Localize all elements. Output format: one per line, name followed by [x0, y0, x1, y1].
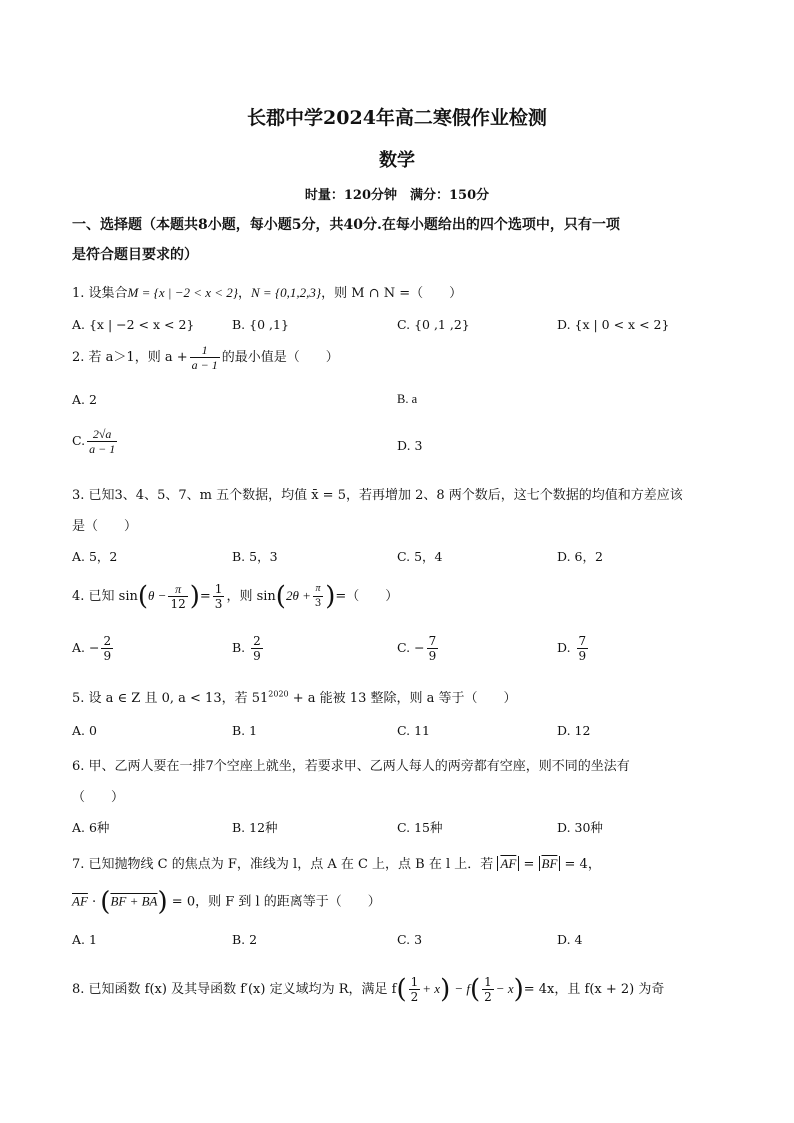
q5-option-c[interactable]: C. 11 [397, 723, 430, 738]
set-N: N = {0,1,2,3} [251, 285, 322, 300]
fraction: $\frac{1}{a - 1}$ [191, 343, 218, 372]
q1-option-c[interactable]: C. {0 ,1 ,2} [397, 317, 470, 332]
subject-title: 数学 [379, 150, 415, 171]
q3-option-b[interactable]: B. 5，3 [232, 549, 278, 564]
question-1: 1. 设集合M = {x | −2 < x < 2}，N = {0,1,2,3}，则 M ∩ N =（ ） [72, 285, 463, 301]
q4-option-d[interactable]: D. $\frac{7}{9}$ [557, 634, 587, 663]
q1-option-b[interactable]: B. {0 ,1} [232, 317, 289, 332]
q5-option-d[interactable]: D. 12 [557, 723, 591, 738]
q3-option-a[interactable]: A. 5，2 [72, 549, 118, 564]
q2-option-a[interactable]: A. 2 [72, 392, 97, 407]
section-heading-line1: 一、选择题（本题共8小题，每小题5分，共40分.在每小题给出的四个选项中，只有一项 [72, 217, 620, 233]
q7-option-d[interactable]: D. 4 [557, 932, 583, 947]
question-5: 5. 设 a ∈ Z 且 0, a < 13，若 $51^{2020} + a$ 能被 13 整除，则 a 等于（ ） [72, 689, 517, 706]
q4-option-a[interactable]: A. − $\frac{2}{9}$ [72, 634, 112, 663]
q6-option-d[interactable]: D. 30种 [557, 820, 603, 835]
q2-option-c[interactable]: C. $\frac{2√a}{a - 1}$ [72, 427, 116, 456]
set-M: M = {x | −2 < x < 2} [127, 285, 238, 300]
question-3-line2: 是（ ） [72, 519, 138, 534]
question-7-line2: $\overline{AF} \cdot (BF + BA) = 0$，则 F 到 l 的距离等于（ ） [72, 887, 381, 917]
exam-meta: 时量：120分钟 满分：150分 [304, 188, 490, 203]
q1-option-d[interactable]: D. {x | 0 < x < 2} [557, 317, 670, 332]
q2-option-b[interactable]: B. a [397, 392, 418, 406]
q2-option-d[interactable]: D. 3 [397, 438, 423, 453]
question-7-line1: 7. 已知抛物线 C 的焦点为 F，准线为 l，点 A 在 C 上，点 B 在 l 上．若 $\overline{AF} = \overline{BF} = 4$， [72, 856, 601, 872]
q6-option-c[interactable]: C. 15种 [397, 820, 443, 835]
question-6-line1: 6. 甲、乙两人要在一排7个空座上就坐，若要求甲、乙两人每人的两旁都有空座，则不同的坐法有 [72, 759, 630, 774]
page-title: 长郡中学2024年高二寒假作业检测 [247, 107, 547, 129]
q4-option-b[interactable]: B. $\frac{2}{9}$ [232, 634, 261, 663]
q4-option-c[interactable]: C. − $\frac{7}{9}$ [397, 634, 437, 663]
q1-option-a[interactable]: A. {x | −2 < x < 2} [72, 317, 195, 332]
q6-option-a[interactable]: A. 6种 [72, 820, 110, 835]
q7-option-b[interactable]: B. 2 [232, 932, 258, 947]
section-heading-line2: 是符合题目要求的） [72, 247, 198, 263]
q3-option-d[interactable]: D. 6，2 [557, 549, 603, 564]
question-8: 8. 已知函数 f(x) 及其导函数 f′(x) 定义域均为 R，满足 f( $\frac{1}{2}$ + x) − f( $\frac{1}{2}$ − x)= 4x，且 f(x + 2) 为奇 [72, 974, 665, 1005]
q5-option-a[interactable]: A. 0 [72, 723, 97, 738]
question-4: 4. 已知 sin(θ − $\frac{\pi}{12}$ )= $\frac{1}{3}$ ，则 sin(2θ + $\frac{\pi}{3}$ )=（ ） [72, 581, 399, 612]
question-2: 2. 若 a＞1，则 a + $\frac{1}{a - 1}$ 的最小值是（ ） [72, 343, 339, 372]
q5-option-b[interactable]: B. 1 [232, 723, 258, 738]
question-6-line2: （ ） [72, 790, 125, 805]
q6-option-b[interactable]: B. 12种 [232, 820, 278, 835]
question-3-line1: 3. 已知3、4、5、7、m 五个数据，均值 x̄ = 5，若再增加 2、8 两个数后，这七个数据的均值和方差应该 [72, 488, 683, 503]
q7-option-a[interactable]: A. 1 [72, 932, 97, 947]
q7-option-c[interactable]: C. 3 [397, 932, 423, 947]
q3-option-c[interactable]: C. 5，4 [397, 549, 443, 564]
